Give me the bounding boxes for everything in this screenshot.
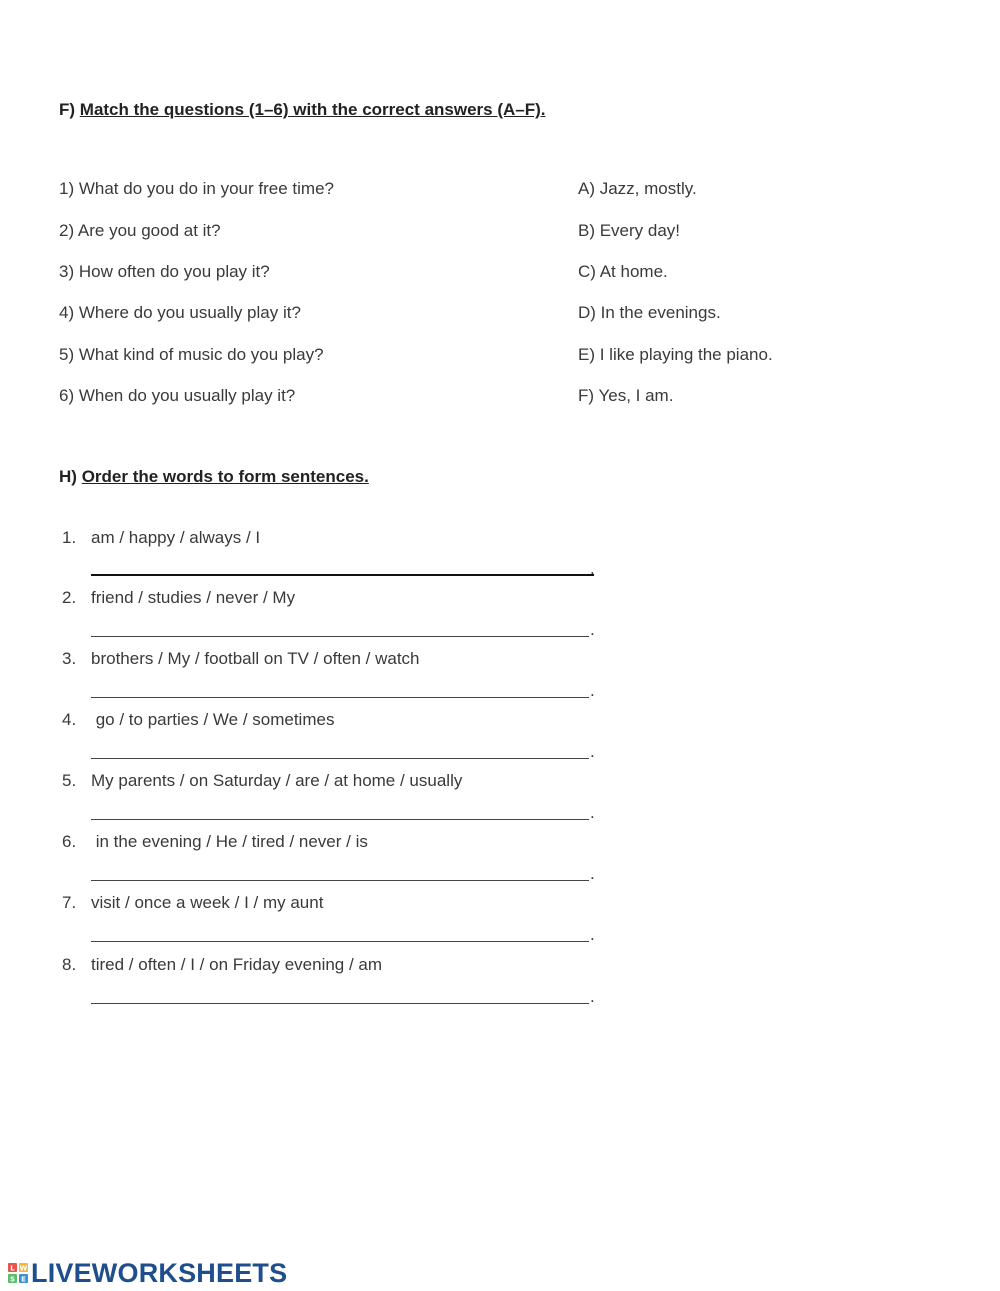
question-6: 6) When do you usually play it? <box>59 386 296 405</box>
line-end-period: . <box>590 742 595 761</box>
scrambled-words: in the evening / He / tired / never / is <box>91 832 368 851</box>
answer-line-4[interactable] <box>91 758 589 759</box>
item-number: 3. <box>62 649 77 668</box>
answer-line-3[interactable] <box>91 697 589 698</box>
answer-line-6[interactable] <box>91 880 589 881</box>
scrambled-words: brothers / My / football on TV / often / watch <box>91 649 420 668</box>
logo-letter-3: S <box>9 1275 16 1283</box>
item-number: 2. <box>62 588 77 607</box>
item-number: 5. <box>62 771 77 790</box>
item-number: 4. <box>62 710 77 729</box>
question-4: 4) Where do you usually play it? <box>59 303 301 322</box>
answer-a: A) Jazz, mostly. <box>578 179 697 198</box>
item-number: 1. <box>62 528 77 547</box>
line-end-period: . <box>590 559 595 578</box>
scrambled-words: go / to parties / We / sometimes <box>91 710 335 729</box>
answer-c: C) At home. <box>578 262 668 281</box>
scrambled-words: friend / studies / never / My <box>91 588 296 607</box>
answer-e: E) I like playing the piano. <box>578 345 773 364</box>
liveworksheets-logo[interactable] <box>8 1259 287 1287</box>
section-f-heading <box>59 100 546 120</box>
scrambled-words: am / happy / always / I <box>91 528 261 547</box>
answer-d: D) In the evenings. <box>578 303 721 322</box>
question-1: 1) What do you do in your free time? <box>59 179 334 198</box>
logo-letter-4: E <box>21 1275 26 1283</box>
answer-line-5[interactable] <box>91 819 589 820</box>
answer-line-8[interactable] <box>91 1003 589 1004</box>
line-end-period: . <box>590 681 595 700</box>
question-3: 3) How often do you play it? <box>59 262 270 281</box>
liveworksheets-brand: LIVEWORKSHEETS <box>31 1257 288 1288</box>
question-2: 2) Are you good at it? <box>59 221 221 240</box>
line-end-period: . <box>590 987 595 1006</box>
answer-line-1[interactable] <box>91 574 594 576</box>
line-end-period: . <box>590 803 595 822</box>
logo-letter-1: L <box>10 1264 15 1273</box>
question-5: 5) What kind of music do you play? <box>59 345 324 364</box>
line-end-period: . <box>590 620 595 639</box>
section-h-title: Order the words to form sentences. <box>81 467 369 486</box>
section-h-label: H) <box>59 467 77 486</box>
item-number: 8. <box>62 955 77 974</box>
logo-letter-2: W <box>19 1264 28 1273</box>
line-end-period: . <box>590 864 595 883</box>
section-f-title: Match the questions (1–6) with the correct answers (A–F). <box>79 100 546 119</box>
scrambled-words: tired / often / I / on Friday evening / am <box>91 955 383 974</box>
answer-line-7[interactable] <box>91 941 589 942</box>
scrambled-words: My parents / on Saturday / are / at home / usually <box>91 771 463 790</box>
item-number: 6. <box>62 832 77 851</box>
answer-line-2[interactable] <box>91 636 589 637</box>
item-number: 7. <box>62 893 77 912</box>
answer-f: F) Yes, I am. <box>578 386 674 405</box>
section-f-label: F) <box>59 100 76 119</box>
section-h-heading <box>59 467 369 487</box>
scrambled-words: visit / once a week / I / my aunt <box>91 893 324 912</box>
answer-b: B) Every day! <box>578 221 681 240</box>
line-end-period: . <box>590 925 595 944</box>
liveworksheets-logo-icon <box>8 1263 28 1283</box>
